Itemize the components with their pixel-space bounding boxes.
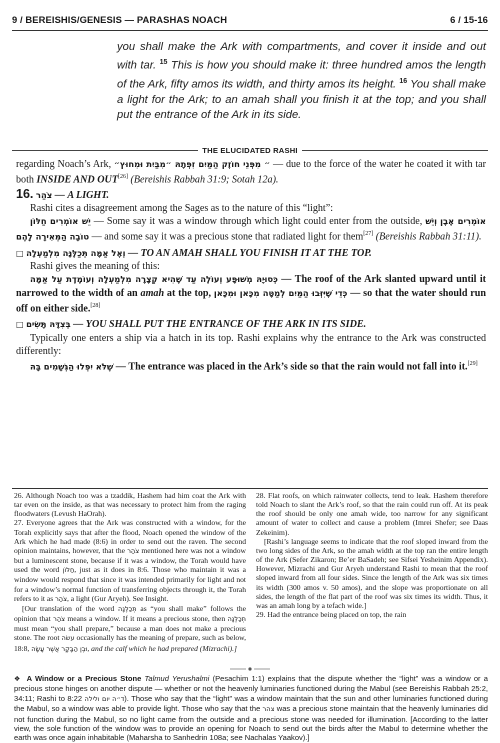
rashi-paragraph: כְּסוּיָהּ מְשׁוּפָּע וְעוֹלֶה עַד שֶׁהִיא קְצָרָה מִלְמַעְלָה וְעוֹמֶדֶת עַל אַמָּה — The roof of the Ark slanted upward until it narrowed to the width of an amah at the top, כְּדֵי שֶׁיִּזְּבוּ הַמַּיִם לְמַטָּה מִכָּאן וּמִכָּאן — so that the water should run off on either side.[28] <box>16 274 486 315</box>
running-head: 9 / BEREISHIS/GENESIS — PARASHAS NOACH <box>12 13 228 25</box>
rashi-section-title: THE ELUCIDATED RASHI <box>12 146 488 155</box>
rashi-paragraph: Rashi cites a disagreement among the Sages as to the nature of this “light”: <box>30 202 334 214</box>
insight-title: A Window or a Precious Stone <box>26 674 142 683</box>
page-header <box>12 8 488 31</box>
rule-line <box>12 150 198 151</box>
footnote-ref: [26] <box>118 174 128 181</box>
rashi-paragraph: Typically one enters a ship via a hatch in its top. Rashi explains why the entrance to the Ark was constructed differently: <box>16 332 486 357</box>
verse-range: 6 / 15-16 <box>450 13 488 25</box>
footnotes-left-column <box>14 491 246 665</box>
rashi-heading: 16. צֹהַר — A LIGHT. <box>16 186 110 201</box>
notes-divider <box>12 488 488 489</box>
rashi-commentary <box>16 158 486 373</box>
insight-box: ❖ A Window or a Precious Stone Talmud Yerushalmi (Pesachim 1:1) explains that the dispute whether the “light” was a window or a precious stone hinges on another dispute — whether or not the heavenly luminaries functioned during the Mabul (see Bereishis Rabbah 25:2, 34:11; Rashi to 8:22 ד״ה יום ולילה). Those who say that the “light” was a window maintain that the sun and other luminaries functioned during the Mabul, so a window was able to provide light. Those who say that the צהר was a precious stone maintain that the heavenly luminaries did not function during the Mabul, so no light came from the outside and a precious stone was needed for illumination. [According to the latter view, the sole function of the window was to provide an opening for Noach to send out the birds after the Mabul to determine whether the earth was once again inhabitable (Maharsha to Sanhedrin 108a; see Nachalas Yaakov).] <box>14 674 488 743</box>
diamond-icon: ❖ <box>14 676 22 683</box>
footnote: [Rashi’s language seems to indicate that the roof sloped inward from the two long sides of the Ark, so the amah width at the top ran the entire length of the Ark (Sefer Zikaron; Be’er BaSadeh; see Sifsei Yesheinim Appendix). However, Mizrachi and Gur Aryeh understand Rashi to mean that the roof sloped inward from all four sides. Since the length of the Ark was six times its width (300 amos v. 50 amos), and the slope was proportionate on all sides, the length of the flat part of the roof was six times its width. Thus, it was an amah long by a tefach wide.] <box>256 536 488 610</box>
footnote: 27. Everyone agrees that the Ark was constructed with a window, for the Torah explicitly says that after the flood, Noach opened the window of the Ark which he had made (8:6) in order to send out the raven. The second opinion maintains, however, that the צֹהַר mentioned here was not a window but a luminescent stone, because if it was a window, the Torah would have used the word חַלּוֹן, just as it does in 8:6. Those who maintain it was a window would respond that since it was intended primarily for light and not for a window’s normal function of transferring objects through it, the Torah refers to it as צֹהַר, a light (Gur Aryeh). See Insight. <box>14 518 246 603</box>
rashi-paragraph: regarding Noach’s Ark, ״ מִפְּנֵי חוֹזֶק הַמַּיִם זִפְּתָהּ ״מִבַּיִת וּמִחוּץ״ — due to the force of the water he coated it with tar both INSIDE AND OUT[26] (Bereishis Rabbah 31:9; Sotah 12a). <box>16 159 486 186</box>
square-bullet-icon: □ <box>16 248 24 258</box>
rule-line <box>302 150 488 151</box>
rashi-paragraph: יֵשׁ אוֹמְרִים חַלּוֹן — Some say it was a window through which light could enter from the outside, וְיֵשׁ אוֹמְרִים אֶבֶן טוֹבָה הַמְּאִירָה לָהֶם — and some say it was a precious stone that radiated light for them[27] (Bereishis Rabbah 31:11). <box>16 216 486 243</box>
footnote-ref: [29] <box>467 360 478 367</box>
rashi-paragraph: שֶׁלֹּא יִפְּלוּ הַגְּשָׁמִים בָּהּ — The entrance was placed in the Ark’s side so that the rain would not fall into it.[29] <box>30 360 478 373</box>
footnote: 28. Flat roofs, on which rainwater collects, tend to leak. Hashem therefore told Noach to slant the Ark’s roof, so that the rain could run off. At its peak the roof should be only one amah wide, too narrow for any significant amount of water to collect and cause a problem (Imrei Shefer; see Daas Zekeinim). <box>256 491 488 537</box>
footnote-ref: [27] <box>363 231 374 238</box>
ornament-divider <box>230 666 270 672</box>
verse-number: 15 <box>159 59 168 67</box>
rashi-heading: □ וְאֶל אַמָּה תְּכַלֶּנָּה מִלְמַעְלָה — TO AN AMAH SHALL YOU FINISH IT AT THE TOP. <box>16 247 372 259</box>
footnotes <box>14 491 488 665</box>
footnote: [Our translation of the word תְּכַלֶּנָּה as “you shall make” follows the opinion that צֹהַר means a window. If it means a precious stone, then תְּכַלֶּנָּה must mean “you shall prepare,” because a man does not make a precious stone. The root עשׂה occasionally has the meaning of prepare, such as below, 18:8, וּבֶן הַבָּקָר אֲשֶׁר עָשָׂה, and the calf which he had prepared (Mizrachi).] <box>14 603 246 653</box>
footnotes-right-column <box>256 491 488 665</box>
footnote: 29. Had the entrance being placed on top, the rain <box>256 610 407 620</box>
verse-number: 16 <box>399 78 408 86</box>
verse-translation: you shall make the Ark with compartments, and cover it inside and out with tar. $^{15}$ This is how you should make it: three hundred amos the length of the Ark, fifty amos its width, and thirty amos its height. $^{16}$ You shall make a light for the Ark; to an amah shall you finish it at the top; and you shall put the entrance of the Ark in its side. <box>117 41 487 122</box>
footnote-ref: [28] <box>90 302 101 309</box>
rashi-heading: □ בְּצִדָּהּ תָּשִׂים — YOU SHALL PUT THE ENTRANCE OF THE ARK IN ITS SIDE. <box>16 319 367 331</box>
square-bullet-icon: □ <box>16 320 24 330</box>
rashi-paragraph: Rashi gives the meaning of this: <box>30 261 160 273</box>
footnote: 26. Although Noach too was a tzaddik, Hashem had him coat the Ark with tar even on the inside, as that was necessary to protect him from the raging floodwaters (Levush HaOrah). <box>14 491 246 519</box>
